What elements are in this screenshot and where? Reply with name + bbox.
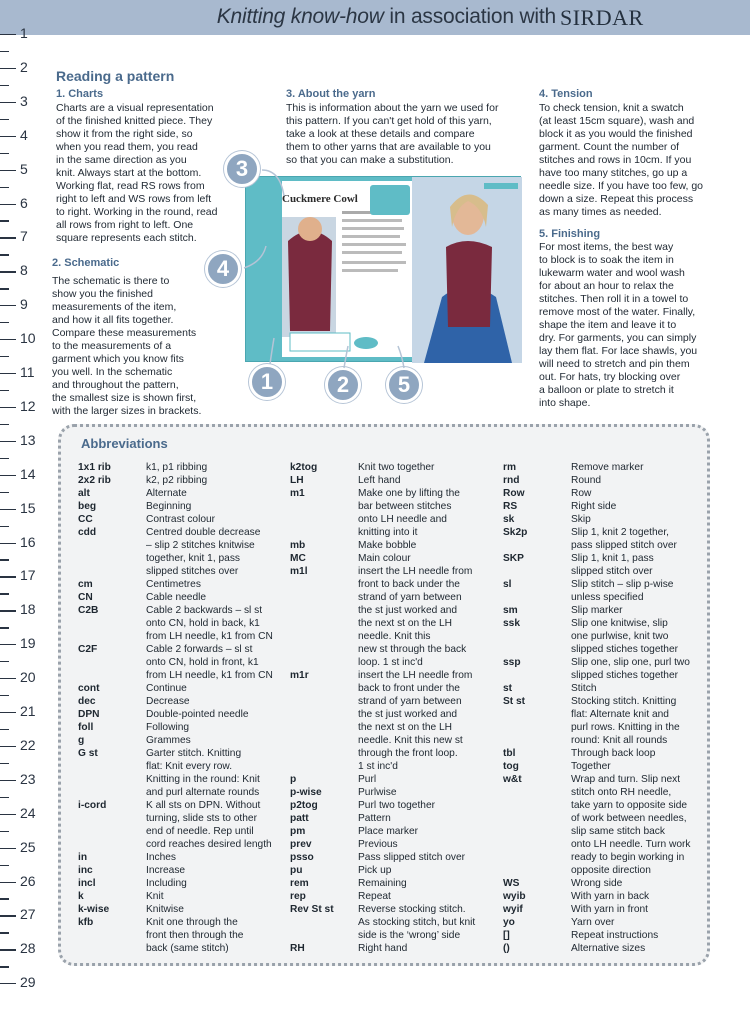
ruler-minor-tick xyxy=(0,898,9,899)
charts-body: Charts are a visual representation of the finished knitted piece. They show it from the right side, so when you read them, you read in the same direction as you knit. Always start at the bottom. Working flat, read RS rows from right to left and WS rows from left to right. Working in the round, read all rows from right to left. One square represents each stitch. xyxy=(56,102,218,244)
ruler-minor-tick xyxy=(0,492,9,493)
callout-1-badge: 1 xyxy=(249,364,285,400)
ruler-number: 18 xyxy=(20,601,36,618)
ruler-number: 15 xyxy=(20,499,36,516)
ruler-tick xyxy=(0,814,16,815)
tension-body: To check tension, knit a swatch (at least 15cm square), wash and block it as you would the finished garment. Count the number of stitches and rows in 10cm. If you have too many stitches, go up a needle size. If you have too few, go down a size. Repeat this process as many times as needed. xyxy=(539,102,704,218)
callout-lines xyxy=(0,0,750,420)
abbreviation-term: w&t xyxy=(503,774,522,785)
abbreviation-term: St st xyxy=(503,696,526,707)
ruler-minor-tick xyxy=(0,424,9,425)
abbreviation-definition: Beginning xyxy=(146,501,192,512)
ruler-minor-tick xyxy=(0,627,9,628)
abbreviation-term: yo xyxy=(503,917,515,928)
abbreviation-term: p2tog xyxy=(290,800,318,811)
abbreviation-term: rnd xyxy=(503,475,520,486)
callout-5-badge: 5 xyxy=(386,367,422,403)
abbreviation-definition: k2, p2 ribbing xyxy=(146,475,208,486)
abbreviation-definition: Together xyxy=(571,761,611,772)
abbreviation-term: ssp xyxy=(503,657,521,668)
ruler-tick xyxy=(0,882,16,883)
abbreviation-definition: Skip xyxy=(571,514,591,525)
ruler-number: 12 xyxy=(20,397,36,414)
abbreviation-definition: Cable 2 forwards – sl st onto CN, hold in front, k1 from LH needle, k1 from CN xyxy=(146,644,273,681)
abbreviation-term: () xyxy=(503,943,510,954)
abbreviation-definition: Make bobble xyxy=(358,540,417,551)
abbreviation-definition: Alternate xyxy=(146,488,187,499)
abbreviation-definition: Purl xyxy=(358,774,377,785)
abbreviation-definition: Double-pointed needle xyxy=(146,709,249,720)
abbreviation-definition: With yarn in front xyxy=(571,904,648,915)
abbreviation-term: LH xyxy=(290,475,304,486)
abbreviation-definition: Grammes xyxy=(146,735,191,746)
yarn-heading: 3. About the yarn xyxy=(286,88,376,100)
ruler-number: 25 xyxy=(20,838,36,855)
abbreviation-definition: Stitch xyxy=(571,683,597,694)
abbreviation-term: wyib xyxy=(503,891,526,902)
pattern-title: Cuckmere Cowl xyxy=(282,193,358,205)
abbreviation-term: G st xyxy=(78,748,98,759)
ruler-number: 8 xyxy=(20,262,28,279)
abbreviation-definition: Place marker xyxy=(358,826,419,837)
ruler-tick xyxy=(0,576,16,577)
abbreviation-term: cm xyxy=(78,579,93,590)
abbreviation-term: Sk2p xyxy=(503,527,528,538)
abbreviation-term: m1r xyxy=(290,670,309,681)
yarn-body: This is information about the yarn we used for this pattern. If you can't get hold of this yarn, take a look at these details and compare them to other yarns that are available to you so that you can make a substitution. xyxy=(286,102,499,166)
abbreviation-definition: Left hand xyxy=(358,475,401,486)
callout-2-badge: 2 xyxy=(325,367,361,403)
ruler-number: 28 xyxy=(20,940,36,957)
abbreviation-term: rm xyxy=(503,462,517,473)
callout-4-badge: 4 xyxy=(205,251,241,287)
abbreviation-definition: Main colour xyxy=(358,553,411,564)
abbreviation-definition: Repeat instructions xyxy=(571,930,659,941)
ruler-number: 3 xyxy=(20,92,28,109)
abbreviation-definition: Make one by lifting the bar between stitches onto LH needle and knitting into it xyxy=(358,488,460,538)
ruler-minor-tick xyxy=(0,797,9,798)
abbreviation-definition: Reverse stocking stitch. As stocking stitch, but knit side is the ‘wrong’ side xyxy=(358,904,476,941)
ruler-number: 13 xyxy=(20,431,36,448)
abbreviation-definition: insert the LH needle from back to front under the strand of yarn between the st just worked and the next st on the LH needle. Knit this new st through the front loop. 1 st inc'd xyxy=(358,670,473,772)
abbreviation-term: rep xyxy=(290,891,306,902)
charts-heading: 1. Charts xyxy=(56,88,104,100)
abbreviation-definition: Through back loop xyxy=(571,748,656,759)
abbreviation-definition: Round xyxy=(571,475,602,486)
abbreviation-term: tbl xyxy=(503,748,516,759)
abbreviation-term: rem xyxy=(290,878,309,889)
abbreviation-definition: Contrast colour xyxy=(146,514,216,525)
ruler-number: 21 xyxy=(20,703,36,719)
abbreviation-term: foll xyxy=(78,722,94,733)
abbreviation-definition: Knit xyxy=(146,891,164,902)
abbreviation-definition: Previous xyxy=(358,839,398,850)
abbreviation-term: SKP xyxy=(503,553,524,564)
abbreviation-term: CN xyxy=(78,592,93,603)
abbreviation-definition: Slip stitch – slip p-wise unless specified xyxy=(571,579,674,603)
ruler-minor-tick xyxy=(0,661,9,662)
abbreviation-term: m1l xyxy=(290,566,308,577)
abbreviation-definition: Centimetres xyxy=(146,579,201,590)
abbreviation-definition: Knit two together xyxy=(358,462,435,473)
abbreviation-term: kfb xyxy=(78,917,94,928)
ruler-tick xyxy=(0,746,16,747)
abbreviation-term: psso xyxy=(290,852,314,863)
ruler-number: 16 xyxy=(20,533,36,550)
abbreviation-definition: Slip marker xyxy=(571,605,623,616)
abbreviation-definition: Including xyxy=(146,878,187,889)
ruler-number: 22 xyxy=(20,736,36,753)
abbreviation-definition: Cable 2 backwards – sl st onto CN, hold in back, k1 from LH needle, k1 from CN xyxy=(146,605,273,642)
abbreviation-term: k-wise xyxy=(78,904,110,915)
abbreviation-term: RH xyxy=(290,943,305,954)
ruler-minor-tick xyxy=(0,932,9,933)
abbreviation-definition: insert the LH needle from front to back under the strand of yarn between the st just worked and the next st on the LH needle. Knit this new st through the back loop. 1 st inc'd xyxy=(358,566,473,668)
abbreviation-definition: Inches xyxy=(146,852,177,863)
abbreviation-definition: Knitwise xyxy=(146,904,184,915)
abbreviation-term: beg xyxy=(78,501,97,512)
abbreviations-panel xyxy=(58,424,710,966)
ruler-number: 1 xyxy=(20,25,28,41)
abbreviation-definition: Remaining xyxy=(358,878,407,889)
abbreviation-definition: Pattern xyxy=(358,813,391,824)
ruler-number: 26 xyxy=(20,872,36,889)
abbreviation-term: p-wise xyxy=(290,787,322,798)
schematic-body: The schematic is there to show you the finished measurements of the item, and how it all fits together. Compare these measurements to the measurements of a garment which you know fits you well. In the schematic and throughout the pattern, the smallest size is shown first, with the larger sizes in brackets. xyxy=(52,275,202,417)
abbreviation-definition: K all sts on DPN. Without turning, slide sts to other end of needle. Rep until cord reaches desired length xyxy=(146,800,272,850)
ruler-tick xyxy=(0,712,16,713)
ruler-minor-tick xyxy=(0,865,9,866)
ruler-tick xyxy=(0,780,16,781)
ruler-number: 24 xyxy=(20,804,36,821)
abbreviations-title: Abbreviations xyxy=(81,436,168,451)
abbreviation-definition: Slip one, slip one, purl two slipped stiches together xyxy=(571,657,690,681)
abbreviation-definition: Remove marker xyxy=(571,462,644,473)
ruler-tick xyxy=(0,678,16,679)
ruler-minor-tick xyxy=(0,593,9,594)
ruler-minor-tick xyxy=(0,763,9,764)
abbreviation-term: DPN xyxy=(78,709,100,720)
callout-3-badge: 3 xyxy=(224,151,260,187)
abbreviation-definition: Knit one through the front then through the back (same stitch) xyxy=(146,917,244,954)
ruler-number: 6 xyxy=(20,194,28,211)
ruler-tick xyxy=(0,543,16,544)
abbreviation-definition: Repeat xyxy=(358,891,391,902)
ruler-number: 4 xyxy=(20,126,28,143)
abbreviation-definition: Purl two together xyxy=(358,800,436,811)
ruler-tick xyxy=(0,915,16,916)
ruler-number: 27 xyxy=(20,906,36,923)
abbreviation-definition: Row xyxy=(571,488,592,499)
finishing-heading: 5. Finishing xyxy=(539,228,601,240)
abbreviation-term: CC xyxy=(78,514,93,525)
ruler-number: 11 xyxy=(20,364,35,380)
ruler-number: 17 xyxy=(20,567,36,584)
abbreviation-term: k xyxy=(78,891,84,902)
abbreviation-definition: Alternative sizes xyxy=(571,943,646,954)
abbreviation-term: 1x1 rib xyxy=(78,462,111,473)
abbreviation-term: pu xyxy=(290,865,303,876)
ruler-number: 5 xyxy=(20,160,28,177)
abbreviation-term: st xyxy=(503,683,513,694)
abbreviation-definition: Pick up xyxy=(358,865,392,876)
ruler-minor-tick xyxy=(0,526,9,527)
ruler-minor-tick xyxy=(0,966,9,967)
ruler-number: 9 xyxy=(20,296,28,313)
ruler-tick xyxy=(0,949,16,950)
abbreviation-term: prev xyxy=(290,839,312,850)
abbreviation-term: k2tog xyxy=(290,462,318,473)
abbreviation-term: mb xyxy=(290,540,306,551)
ruler-minor-tick xyxy=(0,559,9,560)
ruler-number: 29 xyxy=(20,974,36,991)
ruler-tick xyxy=(0,610,16,611)
abbreviation-term: i-cord xyxy=(78,800,107,811)
abbreviation-definition: Garter stitch. Knitting flat: Knit every row. Knitting in the round: Knit and purl alternate rounds xyxy=(146,748,260,798)
abbreviation-definition: Increase xyxy=(146,865,186,876)
finishing-body: For most items, the best way to block is to soak the item in lukewarm water and wool wash for about an hour to relax the stitches. Then roll it in a towel to remove most of the water. Finally, shape the item and leave it to dry. For garments, you can simply lay them flat. For lace shawls, you will need to stretch and pin them out. For hats, try blocking over a balloon or plate to stretch it into shape. xyxy=(539,241,698,409)
abbreviation-definition: Decrease xyxy=(146,696,190,707)
brand-logo: SIRDAR xyxy=(560,5,644,30)
ruler-tick xyxy=(0,644,16,645)
ruler-minor-tick xyxy=(0,695,9,696)
abbreviation-term: alt xyxy=(78,488,90,499)
abbreviation-definition: k1, p1 ribbing xyxy=(146,462,208,473)
abbreviation-definition: Slip 1, knit 1, pass slipped stitch over xyxy=(571,553,654,577)
tension-heading: 4. Tension xyxy=(539,88,593,100)
ruler-number: 2 xyxy=(20,58,28,75)
abbreviation-term: [] xyxy=(503,930,510,941)
ruler-tick xyxy=(0,475,16,476)
abbreviation-term: cdd xyxy=(78,527,97,538)
abbreviation-definition: Stocking stitch. Knitting flat: Alternate knit and purl rows. Knitting in the round: Knit all rounds xyxy=(571,696,680,746)
ruler-number: 19 xyxy=(20,635,36,652)
abbreviation-term: sm xyxy=(503,605,518,616)
ruler-tick xyxy=(0,848,16,849)
abbreviation-definition: Wrong side xyxy=(571,878,623,889)
ruler-minor-tick xyxy=(0,831,9,832)
abbreviation-term: p xyxy=(290,774,297,785)
schematic-heading: 2. Schematic xyxy=(52,257,120,269)
abbreviation-term: incl xyxy=(78,878,96,889)
ruler-number: 7 xyxy=(20,228,28,245)
ruler-tick xyxy=(0,509,16,510)
abbreviation-term: patt xyxy=(290,813,309,824)
abbreviation-term: tog xyxy=(503,761,519,772)
abbreviation-definition: Cable needle xyxy=(146,592,207,603)
abbreviation-term: inc xyxy=(78,865,93,876)
ruler-tick xyxy=(0,441,16,442)
abbreviation-term: pm xyxy=(290,826,306,837)
abbreviation-term: Rev St st xyxy=(290,904,334,915)
abbreviation-definition: Continue xyxy=(146,683,187,694)
abbreviation-term: sl xyxy=(503,579,512,590)
abbreviation-term: RS xyxy=(503,501,518,512)
abbreviation-term: C2F xyxy=(78,644,98,655)
abbreviation-definition: Slip 1, knit 2 together, pass slipped stitch over xyxy=(571,527,677,551)
abbreviation-term: sk xyxy=(503,514,515,525)
abbreviation-definition: Pass slipped stitch over xyxy=(358,852,466,863)
abbreviation-term: in xyxy=(78,852,88,863)
page-title: Reading a pattern xyxy=(56,68,175,84)
abbreviation-term: Row xyxy=(503,488,525,499)
ruler-tick xyxy=(0,983,16,984)
abbreviation-term: dec xyxy=(78,696,96,707)
banner-connector: in association with xyxy=(383,5,556,28)
ruler-number: 20 xyxy=(20,669,36,686)
abbreviation-term: MC xyxy=(290,553,306,564)
abbreviation-definition: Wrap and turn. Slip next stitch onto RH needle, take yarn to opposite side of work between needles, slip same stitch back onto LH needle. Turn work ready to begin working in opposite direction xyxy=(571,774,691,876)
banner-tagline: Knitting know-how xyxy=(216,5,384,28)
ruler-number: 10 xyxy=(20,330,36,347)
abbreviation-term: 2x2 rib xyxy=(78,475,111,486)
abbreviation-definition: With yarn in back xyxy=(571,891,650,902)
abbreviation-definition: Purlwise xyxy=(358,787,397,798)
abbreviation-definition: Right hand xyxy=(358,943,408,954)
abbreviation-term: m1 xyxy=(290,488,305,499)
abbreviation-definition: Right side xyxy=(571,501,617,512)
ruler-number: 14 xyxy=(20,465,36,482)
abbreviation-term: C2B xyxy=(78,605,99,616)
abbreviation-definition: Following xyxy=(146,722,190,733)
abbreviation-term: wyif xyxy=(503,904,523,915)
abbreviation-definition: Centred double decrease – slip 2 stitches knitwise together, knit 1, pass slipped stitches over xyxy=(146,527,261,577)
ruler-minor-tick xyxy=(0,729,9,730)
ruler-number: 23 xyxy=(20,770,36,787)
abbreviation-term: WS xyxy=(503,878,520,889)
abbreviation-definition: Slip one knitwise, slip one purlwise, knit two slipped stiches together xyxy=(571,618,679,655)
abbreviation-term: cont xyxy=(78,683,100,694)
abbreviation-term: g xyxy=(78,735,85,746)
abbreviation-term: ssk xyxy=(503,618,520,629)
abbreviation-definition: Yarn over xyxy=(571,917,615,928)
ruler-minor-tick xyxy=(0,458,9,459)
